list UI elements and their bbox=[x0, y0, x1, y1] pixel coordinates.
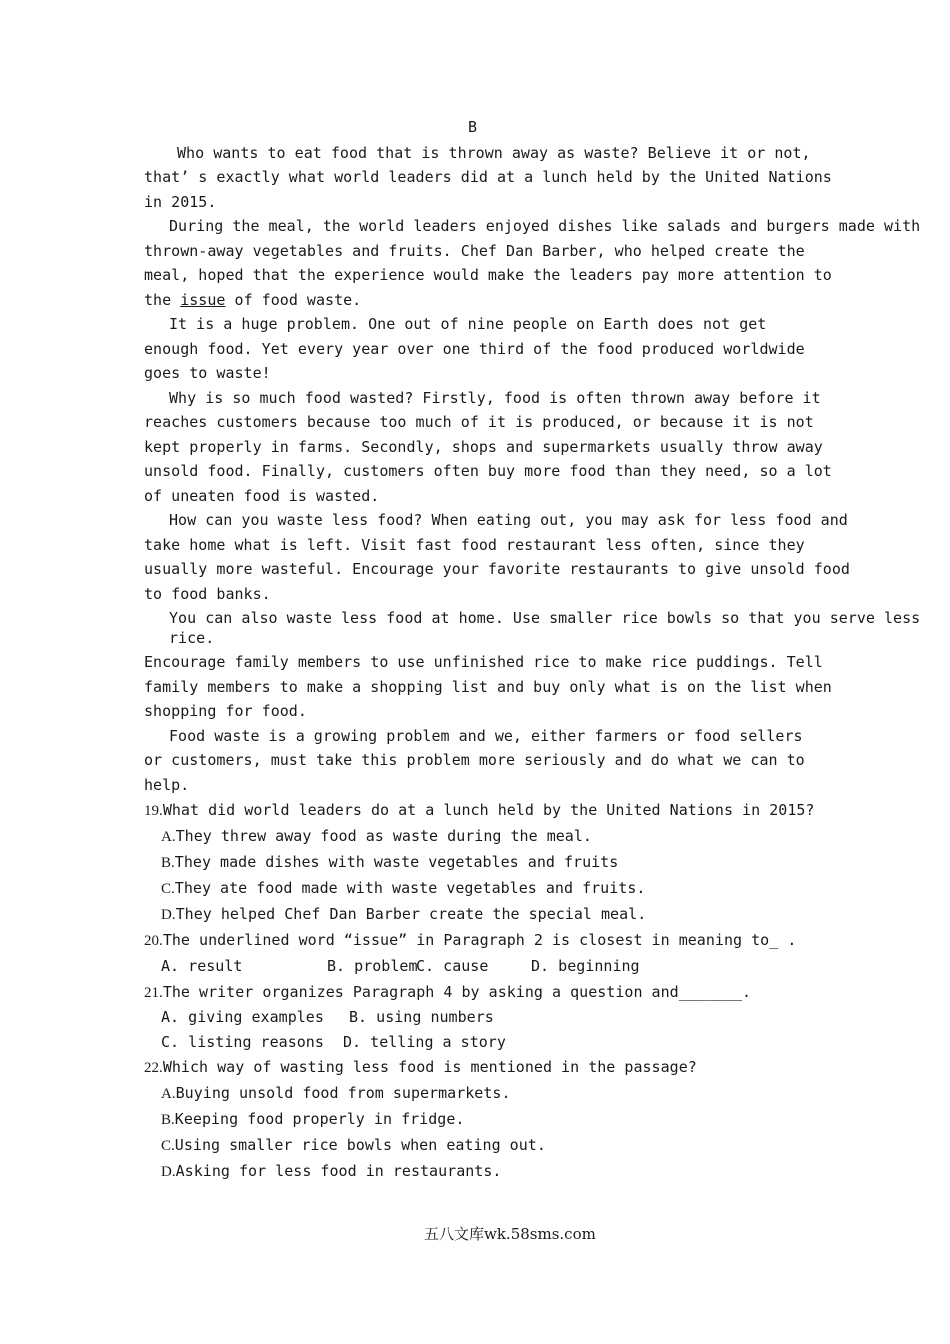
passage-line: unsold food. Finally, customers often buy more food than they need, so a lot bbox=[144, 462, 832, 480]
question-number: 20. bbox=[144, 933, 163, 949]
passage-line: During the meal, the world leaders enjoyed dishes like salads and burgers made with bbox=[169, 217, 921, 235]
option-letter: A. bbox=[161, 1086, 176, 1102]
option-22-c bbox=[161, 1135, 546, 1156]
option-22-a bbox=[161, 1083, 511, 1104]
option-22-d bbox=[161, 1161, 501, 1182]
question-number: 21. bbox=[144, 985, 163, 1001]
option-22-b bbox=[161, 1109, 464, 1130]
passage-line: rice. bbox=[169, 629, 215, 647]
option-20-a: A. result bbox=[161, 957, 243, 975]
option-21-d: D. telling a story bbox=[343, 1033, 506, 1051]
option-letter: B. bbox=[161, 1112, 175, 1128]
question-text: The underlined word “issue” in Paragraph 2 is closest in meaning to_ . bbox=[162, 931, 797, 949]
passage-line: You can also waste less food at home. Use smaller rice bowls so that you serve less bbox=[169, 609, 921, 627]
passage-line: reaches customers because too much of it is produced, or because it is not bbox=[144, 413, 814, 431]
option-21-c: C. listing reasons bbox=[161, 1033, 324, 1051]
question-text: Which way of wasting less food is mentioned in the passage? bbox=[162, 1058, 697, 1076]
passage-line: Who wants to eat food that is thrown away as waste? Believe it or not, bbox=[177, 144, 811, 162]
option-19-b bbox=[161, 852, 618, 873]
section-heading: B bbox=[468, 118, 478, 136]
passage-line: help. bbox=[144, 776, 190, 794]
option-19-d bbox=[161, 904, 646, 925]
passage-line: meal, hoped that the experience would make the leaders pay more attention to bbox=[144, 266, 832, 284]
option-letter: C. bbox=[161, 881, 175, 897]
passage-line: of uneaten food is wasted. bbox=[144, 487, 380, 505]
option-20-c: C. cause bbox=[416, 957, 489, 975]
option-text: They made dishes with waste vegetables and fruits bbox=[174, 853, 619, 871]
footer-watermark: 五八文库wk.58sms.com bbox=[424, 1225, 596, 1243]
option-letter: B. bbox=[161, 855, 175, 871]
passage-line: How can you waste less food? When eating out, you may ask for less food and bbox=[169, 511, 848, 529]
passage-line: take home what is left. Visit fast food restaurant less often, since they bbox=[144, 536, 805, 554]
option-text: Buying unsold food from supermarkets. bbox=[175, 1084, 511, 1102]
passage-line: goes to waste! bbox=[144, 364, 271, 382]
passage-line: thrown-away vegetables and fruits. Chef Dan Barber, who helped create the bbox=[144, 242, 805, 260]
question-21 bbox=[144, 982, 751, 1003]
passage-line: Why is so much food wasted? Firstly, food is often thrown away before it bbox=[169, 389, 821, 407]
option-letter: D. bbox=[161, 907, 176, 923]
passage-line: Food waste is a growing problem and we, either farmers or food sellers bbox=[169, 727, 803, 745]
question-19 bbox=[144, 800, 814, 821]
option-text: They helped Chef Dan Barber create the special meal. bbox=[175, 905, 647, 923]
option-21-a: A. giving examples bbox=[161, 1008, 324, 1026]
passage-line: in 2015. bbox=[144, 193, 217, 211]
option-letter: D. bbox=[161, 1164, 176, 1180]
question-text: The writer organizes Paragraph 4 by asking a question and_______. bbox=[162, 983, 752, 1001]
question-number: 22. bbox=[144, 1060, 163, 1076]
option-19-a bbox=[161, 826, 592, 847]
option-text: They threw away food as waste during the meal. bbox=[175, 827, 592, 845]
option-21-b: B. using numbers bbox=[349, 1008, 494, 1026]
passage-line: It is a huge problem. One out of nine people on Earth does not get bbox=[169, 315, 767, 333]
question-20 bbox=[144, 930, 796, 951]
question-number: 19. bbox=[144, 803, 163, 819]
passage-line: kept properly in farms. Secondly, shops and supermarkets usually throw away bbox=[144, 438, 823, 456]
option-text: Using smaller rice bowls when eating out. bbox=[174, 1136, 546, 1154]
passage-line: the issue of food waste. bbox=[144, 291, 362, 309]
passage-line: enough food. Yet every year over one third of the food produced worldwide bbox=[144, 340, 805, 358]
passage-line: to food banks. bbox=[144, 585, 271, 603]
passage-line: Encourage family members to use unfinished rice to make rice puddings. Tell bbox=[144, 653, 823, 671]
underlined-word-issue: issue bbox=[180, 291, 226, 309]
passage-line: family members to make a shopping list and buy only what is on the list when bbox=[144, 678, 832, 696]
option-20-d: D. beginning bbox=[531, 957, 640, 975]
passage-line: usually more wasteful. Encourage your favorite restaurants to give unsold food bbox=[144, 560, 850, 578]
passage-line: shopping for food. bbox=[144, 702, 307, 720]
option-19-c bbox=[161, 878, 645, 899]
question-22 bbox=[144, 1057, 697, 1078]
option-letter: C. bbox=[161, 1138, 175, 1154]
option-text: Keeping food properly in fridge. bbox=[174, 1110, 465, 1128]
option-text: Asking for less food in restaurants. bbox=[175, 1162, 502, 1180]
passage-line: or customers, must take this problem more seriously and do what we can to bbox=[144, 751, 805, 769]
option-letter: A. bbox=[161, 829, 176, 845]
option-text: They ate food made with waste vegetables and fruits. bbox=[174, 879, 646, 897]
passage-line: that’ s exactly what world leaders did at a lunch held by the United Nations bbox=[144, 168, 832, 186]
option-20-b: B. problem bbox=[327, 957, 418, 975]
question-text: What did world leaders do at a lunch held by the United Nations in 2015? bbox=[162, 801, 815, 819]
